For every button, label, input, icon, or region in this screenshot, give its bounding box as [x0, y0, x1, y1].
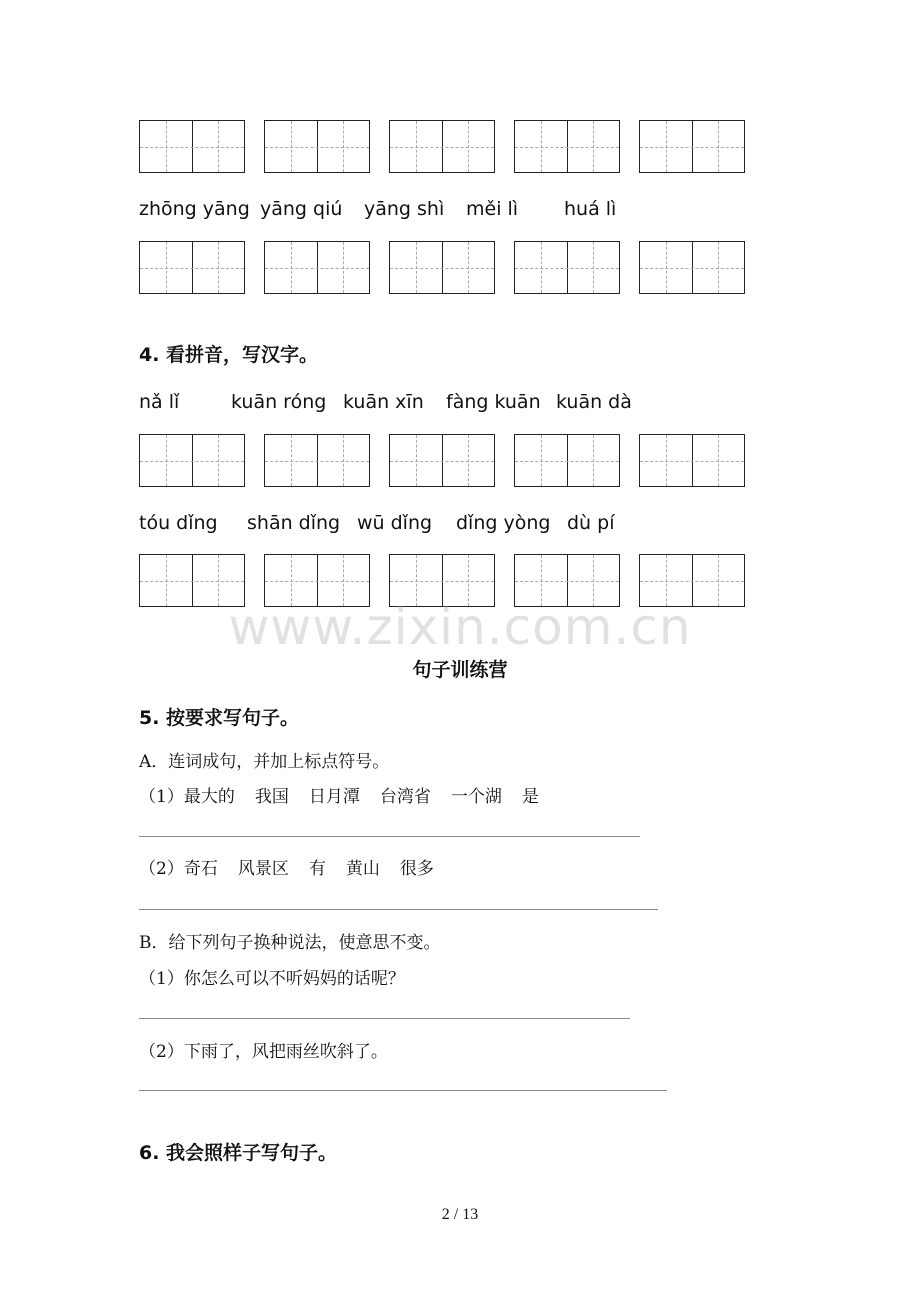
writing-box[interactable]: [389, 241, 495, 294]
answer-line[interactable]: [139, 1018, 630, 1019]
word-chip: 最大的: [183, 787, 235, 807]
writing-box[interactable]: [514, 120, 620, 173]
pinyin-word: yāng shì: [364, 198, 445, 220]
pinyin-word: zhōng yāng: [139, 198, 250, 220]
word-chip: 奇石: [183, 859, 218, 879]
word-chip: 黄山: [345, 859, 380, 879]
pinyin-word: kuān xīn: [343, 391, 424, 413]
pinyin-word: měi lì: [466, 198, 519, 220]
writing-box[interactable]: [139, 434, 245, 487]
writing-box[interactable]: [264, 120, 370, 173]
pinyin-word: shān dǐng: [247, 512, 341, 534]
writing-box[interactable]: [139, 241, 245, 294]
page-number: 2 / 13: [441, 1206, 479, 1223]
question-label: （1）: [139, 787, 184, 807]
writing-box[interactable]: [264, 241, 370, 294]
writing-grid-row-1: [139, 120, 747, 175]
pinyin-word: kuān róng: [231, 391, 327, 413]
pinyin-word: dù pí: [567, 512, 615, 534]
answer-line[interactable]: [139, 836, 640, 837]
pinyin-word: nǎ lǐ: [139, 391, 180, 413]
writing-box[interactable]: [639, 434, 745, 487]
writing-box[interactable]: [514, 241, 620, 294]
pinyin-word: wū dǐng: [357, 512, 433, 534]
question-a2: [139, 854, 454, 879]
writing-box[interactable]: [514, 434, 620, 487]
section4-heading: 4. 看拼音，写汉字。: [139, 344, 319, 366]
answer-line[interactable]: [139, 1090, 667, 1091]
question-b2: （2）下雨了，风把雨丝吹斜了。: [139, 1042, 388, 1062]
word-chip: 我国: [254, 787, 289, 807]
pinyin-word: fàng kuān: [446, 391, 541, 413]
writing-box[interactable]: [389, 120, 495, 173]
watermark: www.zixin.com.cn: [228, 598, 692, 656]
word-chip: 台湾省: [379, 787, 431, 807]
word-chip: 很多: [399, 859, 434, 879]
part-a-instruction: A．连词成句，并加上标点符号。: [139, 752, 390, 772]
section5-heading: 5. 按要求写句子。: [139, 707, 300, 729]
word-chip: 风景区: [237, 859, 289, 879]
word-chip: 是: [521, 787, 539, 807]
writing-box[interactable]: [389, 434, 495, 487]
writing-box[interactable]: [639, 241, 745, 294]
answer-line[interactable]: [139, 909, 658, 910]
writing-box[interactable]: [139, 120, 245, 173]
writing-grid-row-3: [139, 434, 747, 489]
section-title: 句子训练营: [412, 659, 508, 681]
pinyin-word: tóu dǐng: [139, 512, 218, 534]
writing-box[interactable]: [264, 434, 370, 487]
section6-heading: 6. 我会照样子写句子。: [139, 1142, 338, 1164]
pinyin-word: kuān dà: [556, 391, 632, 413]
part-b-instruction: B．给下列句子换种说法，使意思不变。: [139, 933, 441, 953]
word-chip: 日月潭: [308, 787, 360, 807]
word-chip: 有: [308, 859, 326, 879]
word-chip: 一个湖: [450, 787, 502, 807]
pinyin-word: yāng qiú: [260, 198, 343, 220]
question-label: （2）: [139, 859, 184, 879]
pinyin-word: huá lì: [564, 198, 617, 220]
writing-grid-row-2: [139, 241, 747, 296]
question-b1: （1）你怎么可以不听妈妈的话呢？: [139, 969, 405, 989]
writing-box[interactable]: [639, 120, 745, 173]
question-a1: [139, 782, 559, 807]
pinyin-word: dǐng yòng: [456, 512, 551, 534]
